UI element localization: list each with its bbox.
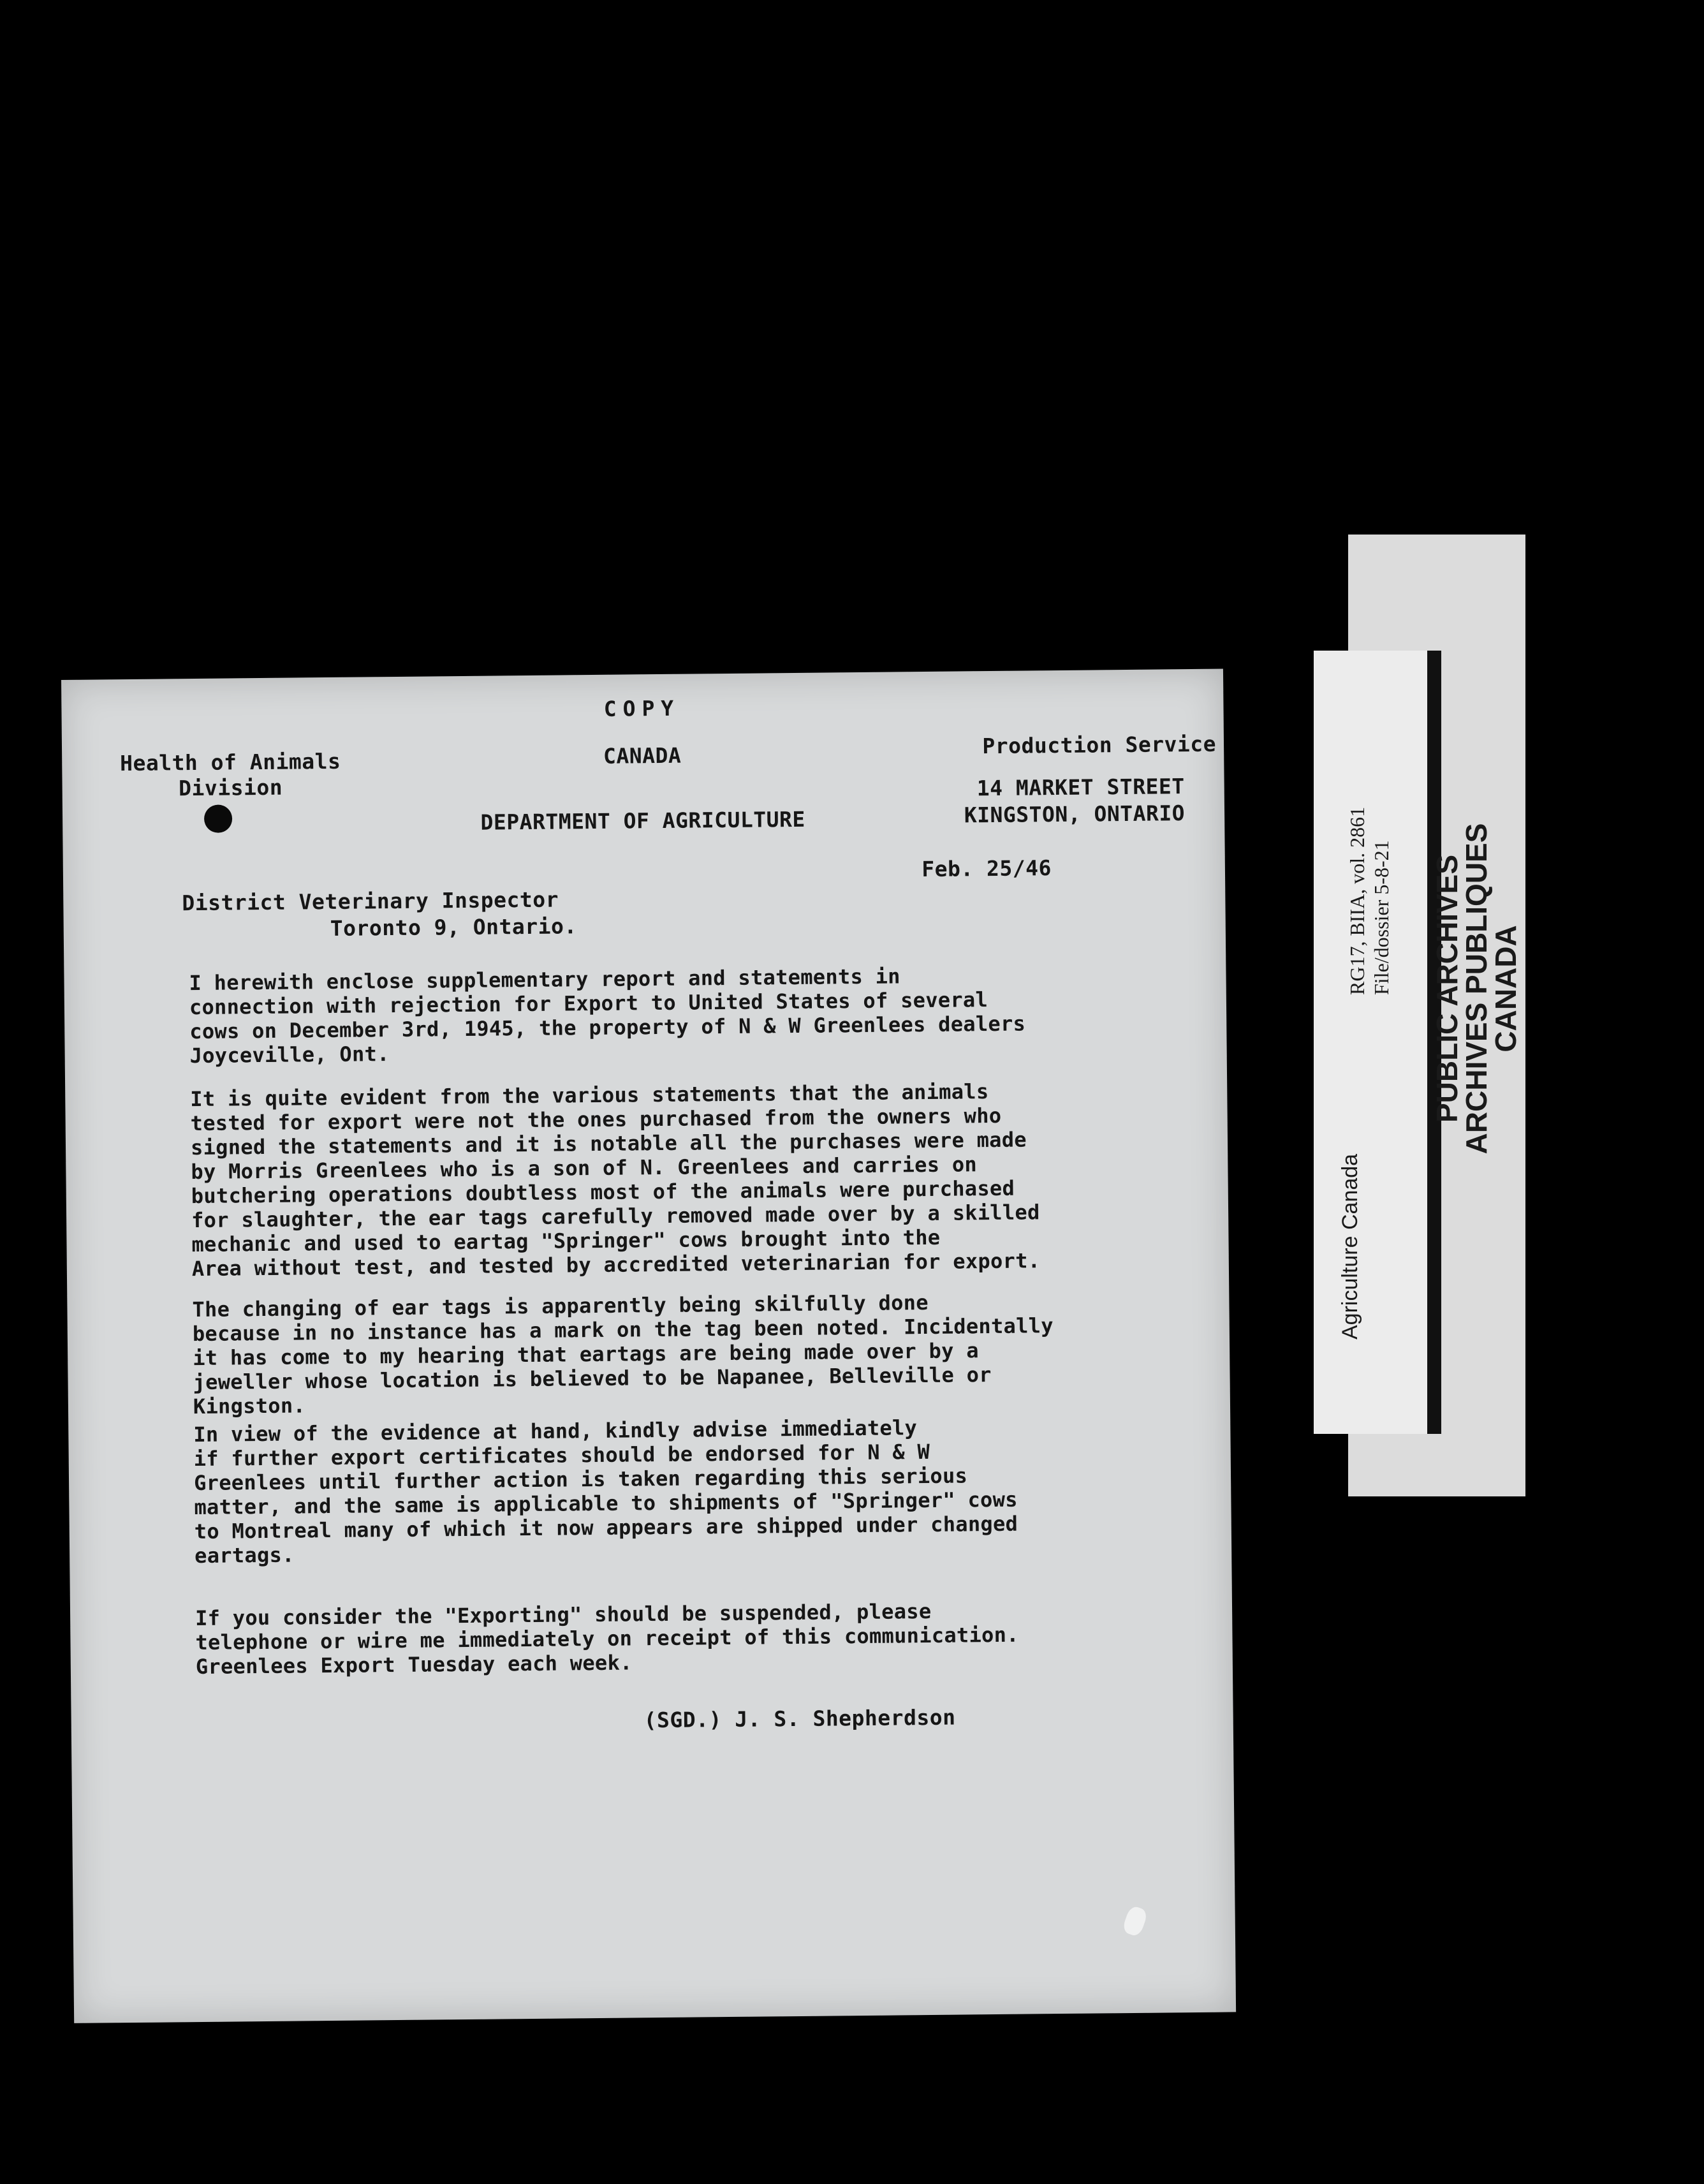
letter-page xyxy=(61,669,1236,2023)
body-paragraph-2: It is quite evident from the various statements that the animals tested for export were not the ones purchased from the owners who signed the statements and it is notable all the purchases were made by Morris Greenlees who is a son of N. Greenlees and carries on butchering operations doubtless most of the animals were purchased for slaughter, the ear tags carefully removed made over by a skilled mechanic and used to eartag "Springer" cows brought into the Area without test, and tested by accredited veterinarian for export. xyxy=(190,1079,1041,1281)
body-paragraph-5: If you consider the "Exporting" should be suspended, please telephone or wire me immediately on receipt of this communication. Greenlees Export Tuesday each week. xyxy=(195,1598,1019,1679)
country-heading: CANADA xyxy=(603,742,682,769)
division-line1: Health of Animals xyxy=(119,748,341,776)
address-line1: 14 MARKET STREET xyxy=(976,774,1185,801)
archive-stamp-line3: CANADA xyxy=(1489,925,1522,1052)
archive-stamp-line2: ARCHIVES PUBLIQUES xyxy=(1460,823,1493,1155)
archive-stamp-line1: PUBLIC ARCHIVES xyxy=(1430,855,1464,1123)
letter-date: Feb. 25/46 xyxy=(922,855,1052,882)
body-paragraph-4: In view of the evidence at hand, kindly advise immediately if further export certificates should be endorsed for N & W Greenlees until further action is taken regarding this serious matter, and the same is applicable to shipments of "Springer" cows to Montreal many of which it now appears are shipped under changed eartags. xyxy=(193,1415,1018,1568)
archive-organization: Agriculture Canada xyxy=(1338,1153,1362,1339)
department-heading: DEPARTMENT OF AGRICULTURE xyxy=(480,806,805,835)
address-line2: KINGSTON, ONTARIO xyxy=(964,801,1186,828)
body-paragraph-3: The changing of ear tags is apparently being skilfully done because in no instance has a mark on the tag been noted. Incidentally it has come to my hearing that eartags are being made over by a jeweller whose location is believed to be Napanee, Belleville or Kingston. xyxy=(192,1290,1054,1419)
punch-hole xyxy=(204,804,232,832)
division-line2: Division xyxy=(178,774,283,801)
archive-label-tab xyxy=(1314,651,1441,1434)
archive-stamp xyxy=(1432,823,1520,1155)
archive-reference-line1: RG17, BIIA, vol. 2861 xyxy=(1346,806,1369,995)
addressee-line2: Toronto 9, Ontario. xyxy=(330,913,577,941)
paper-blemish xyxy=(1121,1905,1149,1937)
signature-line: (SGD.) J. S. Shepherdson xyxy=(643,1704,956,1733)
copy-heading: COPY xyxy=(603,695,680,721)
addressee-line1: District Veterinary Inspector xyxy=(182,887,559,916)
service-heading: Production Service xyxy=(982,731,1217,759)
division-block xyxy=(96,748,365,801)
archive-reference-line2: File/dossier 5-8-21 xyxy=(1370,840,1393,995)
body-paragraph-1: I herewith enclose supplementary report and statements in connection with rejection for Export to United States of several cows on December 3rd, 1945, the property of N & W Greenlees dealers Joyceville, Ont. xyxy=(189,964,1026,1068)
